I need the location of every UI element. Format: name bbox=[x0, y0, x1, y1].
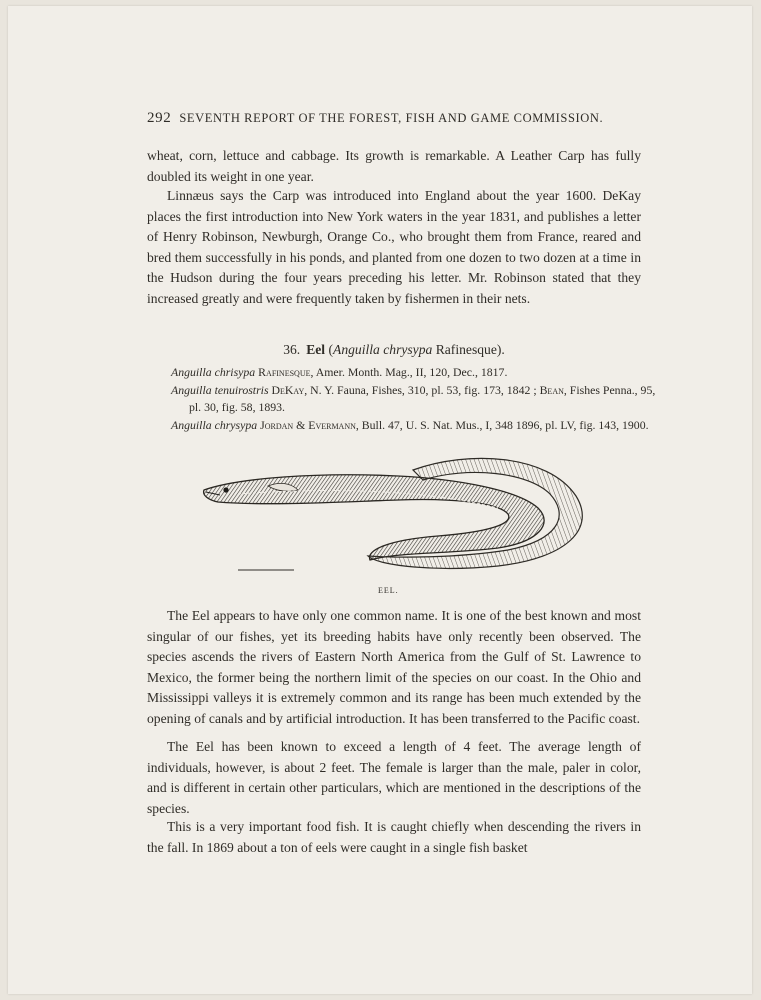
synonym-ref: , Bull. 47, U. S. Nat. Mus., I, 348 1896, pl. LV, fig. 143, 1900. bbox=[355, 418, 649, 432]
section-number: 36. bbox=[283, 342, 301, 357]
section-scientific-name: Anguilla chrysypa bbox=[333, 342, 433, 357]
synonym-sci: Anguilla tenuirostris bbox=[171, 383, 269, 397]
paragraph-5: This is a very important food fish. It is caught chiefly when descending the rivers in the fall. In 1869 about a ton of eels were caught in a single fish basket bbox=[147, 819, 641, 855]
synonym-author: Bean bbox=[539, 383, 564, 397]
page-sheet bbox=[8, 6, 752, 994]
paragraph-1: wheat, corn, lettuce and cabbage. Its growth is remarkable. A Leather Carp has fully doubled its weight in one year. bbox=[147, 148, 641, 184]
section-paren: ( bbox=[325, 342, 334, 357]
synonym-ref: , Fishes Penna., 95, pl. 30, fig. 58, 1893. bbox=[189, 383, 656, 414]
eel-illustration bbox=[198, 450, 598, 582]
paragraph-4: The Eel has been known to exceed a length of 4 feet. The average length of individuals, however, is about 2 feet. The female is larger than the male, paler in color, and is different in certain other particulars, which are mentioned in the descriptions of the species. bbox=[147, 739, 641, 816]
synonym-ref: , N. Y. Fauna, Fishes, 310, pl. 53, fig. 173, 1842 ; bbox=[304, 383, 540, 397]
page-number: 292 bbox=[147, 110, 172, 126]
synonym-ref: , Amer. Month. Mag., II, 120, Dec., 1817. bbox=[310, 365, 508, 379]
section-heading bbox=[147, 342, 641, 358]
synonym-sci: Anguilla chrisypa bbox=[171, 365, 256, 379]
paragraph-2: Linnæus says the Carp was introduced into England about the year 1600. DeKay places the first introduction into New York waters in the year 1831, and publishes a letter of Henry Robinson, Newburgh, Orange Co., who brought them from France, reared and bred them successfully in his ponds, and planted from one dozen to two dozen at a time in the Hudson during the four years preceding his letter. Mr. Robinson stated that they increased greatly and were frequently taken by fishermen in their nets. bbox=[147, 188, 641, 306]
synonym-1 bbox=[171, 364, 659, 381]
section-name: Eel bbox=[306, 342, 326, 357]
eel-eye bbox=[223, 487, 228, 492]
figure-caption: EEL. bbox=[378, 586, 399, 595]
scale-bar bbox=[238, 569, 294, 571]
header-title: SEVENTH REPORT OF THE FOREST, FISH AND GAME COMMISSION. bbox=[179, 111, 604, 125]
paragraph-3: The Eel appears to have only one common name. It is one of the best known and most singular of our fishes, yet its breeding habits have only recently been observed. The species ascends the rivers of Eastern North America from the Gulf of St. Lawrence to Mexico, the former being the northern limit of the species on our coast. In the Ohio and Mississippi valleys it is extremely common and its range has been much extended by the opening of canals and by artificial introduction. It has been transferred to the Pacific coast. bbox=[147, 608, 641, 726]
section-authority: Rafinesque). bbox=[432, 342, 505, 357]
eel-body bbox=[204, 475, 545, 560]
synonym-author: Jordan & Evermann bbox=[257, 418, 356, 432]
synonym-3 bbox=[171, 417, 659, 434]
synonym-2 bbox=[171, 382, 659, 416]
synonym-sci: Anguilla chrysypa bbox=[171, 418, 258, 432]
running-header bbox=[147, 110, 641, 127]
synonym-author: DeKay bbox=[268, 383, 305, 397]
synonym-author: Rafinesque bbox=[255, 365, 311, 379]
